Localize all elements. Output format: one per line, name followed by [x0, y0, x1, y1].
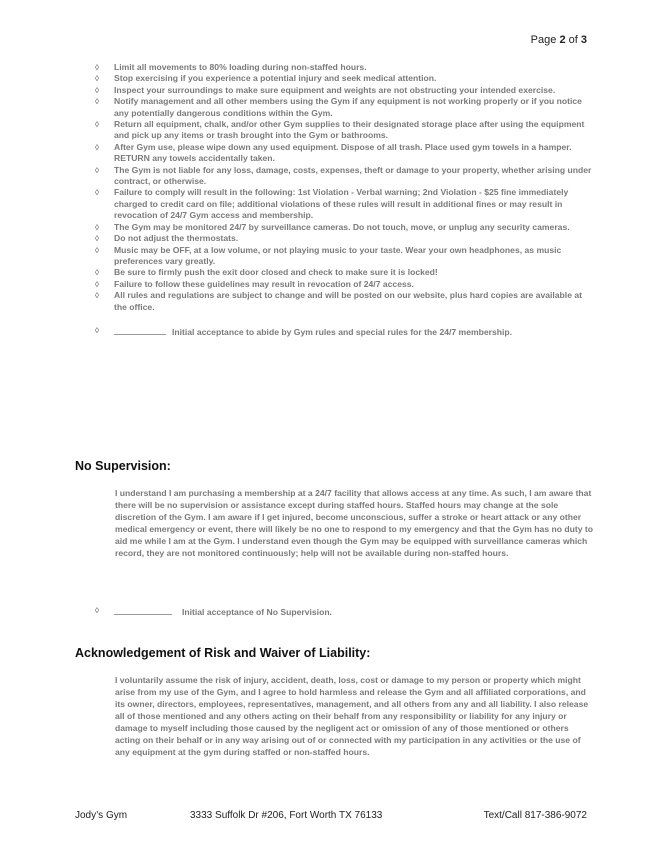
rule-item: ◊ All rules and regulations are subject to change and will be posted on our website, plus hard copies are available at the office.: [95, 290, 582, 312]
waiver-heading: Acknowledgement of Risk and Waiver of Liability:: [75, 646, 371, 660]
footer-contact: Text/Call 817-386-9072: [483, 810, 587, 821]
diamond-bullet-icon: ◊: [95, 325, 99, 335]
diamond-bullet-icon: ◊: [95, 222, 99, 232]
initials-blank[interactable]: [114, 325, 166, 335]
diamond-bullet-icon: ◊: [95, 63, 99, 72]
diamond-bullet-icon: ◊: [95, 606, 99, 615]
no-supervision-heading: No Supervision:: [75, 459, 171, 473]
page-current: 2: [559, 34, 566, 46]
rule-item: ◊ The Gym is not liable for any loss, damage, costs, expenses, theft or damage to your property, whether arising under contract, or otherwise.: [95, 164, 592, 187]
page-prefix: Page: [530, 34, 557, 46]
rule-item: ◊ Return all equipment, chalk, and/or other Gym supplies to their designated storage place after using the equipment and pick up any items or trash brought into the Gym or bathrooms.: [95, 119, 585, 141]
rule-item: ◊ Failure to follow these guidelines may result in revocation of 24/7 access.: [95, 278, 414, 289]
diamond-bullet-icon: ◊: [95, 245, 99, 255]
page-of: of: [568, 34, 578, 46]
diamond-bullet-icon: ◊: [95, 142, 99, 152]
diamond-bullet-icon: ◊: [95, 85, 99, 95]
waiver-body: I voluntarily assume the risk of injury, accident, death, loss, cost or damage to my person or property which might arise from my use of the Gym, and I agree to hold harmless and release the Gym and all affiliated corporations, and its owner, directors, employees, representatives, management, and all others from any and all liability. I also release all of those mentioned and any others acting on their behalf from any responsibility or liability for any injury or damage to myself including those caused by the negligent act or omission of any of those mentioned or others acting on their behalf or in any way arising out of or connected with my participation in any activities or the use of any equipment at the gym during staffed or non-staffed hours.: [115, 675, 589, 757]
diamond-bullet-icon: ◊: [95, 120, 99, 130]
no-supervision-acceptance: ◊ Initial acceptance of No Supervision.: [95, 606, 332, 617]
diamond-bullet-icon: ◊: [95, 97, 99, 107]
initials-blank[interactable]: [114, 605, 172, 615]
diamond-bullet-icon: ◊: [95, 165, 99, 175]
gym-rules-list: [95, 62, 595, 338]
page-total: 3: [580, 34, 587, 46]
rule-item: ◊ Notify management and all other members using the Gym if any equipment is not working properly or if you notice any potentially dangerous conditions within the Gym.: [95, 96, 582, 118]
rule-item: ◊ After Gym use, please wipe down any used equipment. Dispose of all trash. Place used gym towels in a hamper. RETURN any towels accidentally taken.: [95, 141, 572, 164]
diamond-bullet-icon: ◊: [95, 188, 99, 198]
rule-item: ◊ Music may be OFF, at a low volume, or not playing music to your taste. Wear your own headphones, as music preferences vary greatly.: [95, 244, 562, 266]
rule-item: ◊ The Gym may be monitored 24/7 by surveillance cameras. Do not touch, move, or unplug any security cameras.: [95, 221, 570, 232]
no-supervision-body: I understand I am purchasing a membership at a 24/7 facility that allows access at any time. As such, I am aware that there will be no supervision or assistance except during staffed hours. Staffed hours may change at the sole discretion of the Gym. I am aware if I get injured, become unconscious, suffer a stroke or heart attack or any other medical emergency or event, there will likely be no one to respond to my emergency and that the Gym has no duty to aid me while I am at the Gym. I understand even though the Gym may be equipped with surveillance cameras which record, they are not monitored continuously; help will not be available during non-staffed hours.: [115, 488, 594, 558]
rule-item: ◊ Stop exercising if you experience a potential injury and seek medical attention.: [95, 73, 437, 84]
rule-item: ◊ Be sure to firmly push the exit door closed and check to make sure it is locked!: [95, 267, 438, 278]
footer-address: 3333 Suffolk Dr #206, Fort Worth TX 76133: [190, 810, 383, 821]
diamond-bullet-icon: ◊: [95, 234, 99, 244]
rule-item: ◊ Inspect your surroundings to make sure equipment and weights are not obstructing your intended exercise.: [95, 84, 556, 95]
diamond-bullet-icon: ◊: [95, 279, 99, 289]
page-number: [531, 34, 587, 46]
rule-item: ◊ Failure to comply will result in the following: 1st Violation - Verbal warning; 2nd Violation - $25 fine immediately charged to credit card on file; additional violations of these rules will result in additional fines or may result in revocation of 24/7 Gym access and membership.: [95, 187, 569, 221]
diamond-bullet-icon: ◊: [95, 268, 99, 278]
diamond-bullet-icon: ◊: [95, 74, 99, 84]
rules-acceptance: ◊ Initial acceptance to abide by Gym rules and special rules for the 24/7 membership.: [95, 325, 513, 337]
footer-gym-name: Jody’s Gym: [75, 810, 128, 821]
rule-item: ◊ Limit all movements to 80% loading during non-staffed hours.: [95, 62, 367, 72]
diamond-bullet-icon: ◊: [95, 291, 99, 301]
rule-item: ◊ Do not adjust the thermostats.: [95, 233, 239, 244]
